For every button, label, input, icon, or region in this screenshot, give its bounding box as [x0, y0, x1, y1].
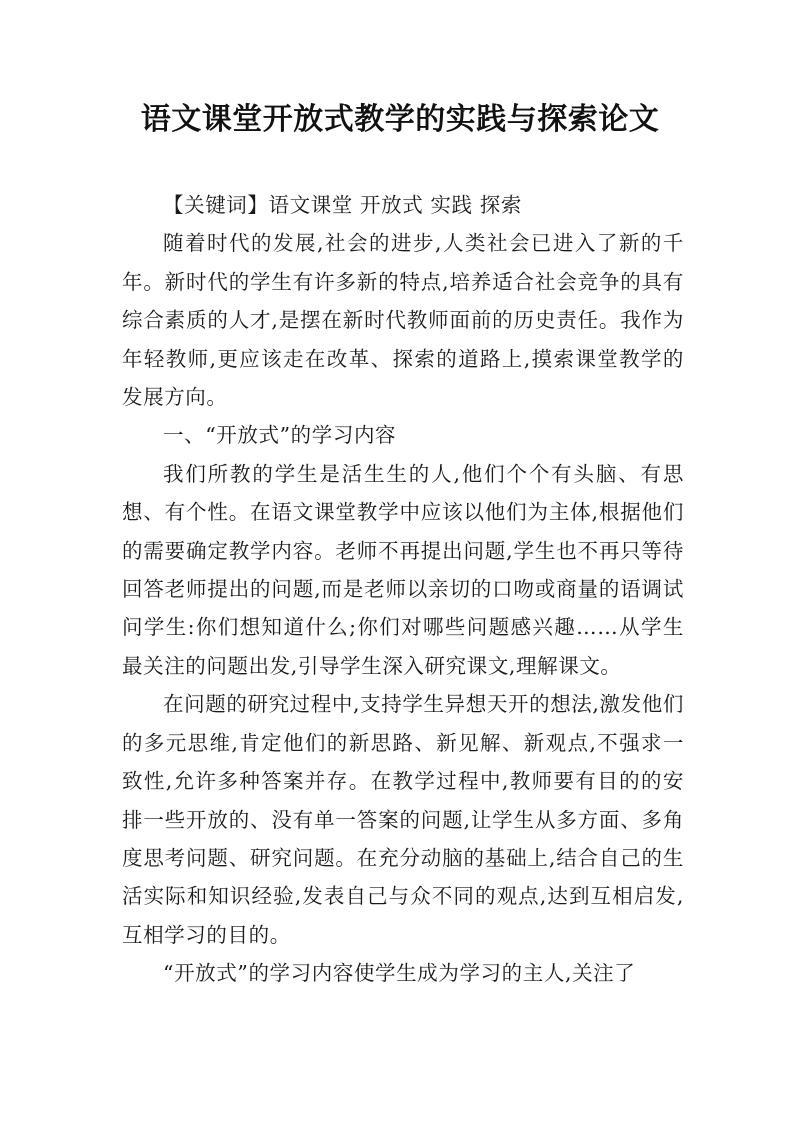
paragraph-content-1: 我们所教的学生是活生生的人,他们个个有头脑、有思想、有个性。在语文课堂教学中应该以他们为主体,根据他们的需要确定教学内容。老师不再提出问题,学生也不再只等待回答老师提出的问题,而是老师以亲切的口吻或商量的语调试问学生:你们想知道什么;你们对哪些问题感兴趣……从学生最关注的问题出发,引导学生深入研究课文,理解课文。 [122, 461, 684, 678]
document-title: 语文课堂开放式教学的实践与探索论文 [140, 102, 660, 137]
section-heading-1: 一、“开放式”的学习内容 [163, 423, 397, 448]
document-body [122, 186, 684, 993]
paragraph-intro: 随着时代的发展,社会的进步,人类社会已进入了新的千年。新时代的学生有许多新的特点,培养适合社会竞争的具有综合素质的人才,是摆在新时代教师面前的历史责任。我作为年轻教师,更应该走在改革、探索的道路上,摸索课堂教学的发展方向。 [122, 231, 684, 410]
paragraph-content-2: 在问题的研究过程中,支持学生异想天开的想法,激发他们的多元思维,肯定他们的新思路、新见解、新观点,不强求一致性,允许多种答案并存。在教学过程中,教师要有目的的安排一些开放的、没有单一答案的问题,让学生从多方面、多角度思考问题、研究问题。在充分动脑的基础上,结合自己的生活实际和知识经验,发表自己与众不同的观点,达到互相启发,互相学习的目的。 [122, 692, 684, 947]
keywords-line: 【关键词】语文课堂 开放式 实践 探索 [163, 193, 522, 217]
paragraph-content-3: “开放式”的学习内容使学生成为学习的主人,关注了 [163, 961, 636, 986]
